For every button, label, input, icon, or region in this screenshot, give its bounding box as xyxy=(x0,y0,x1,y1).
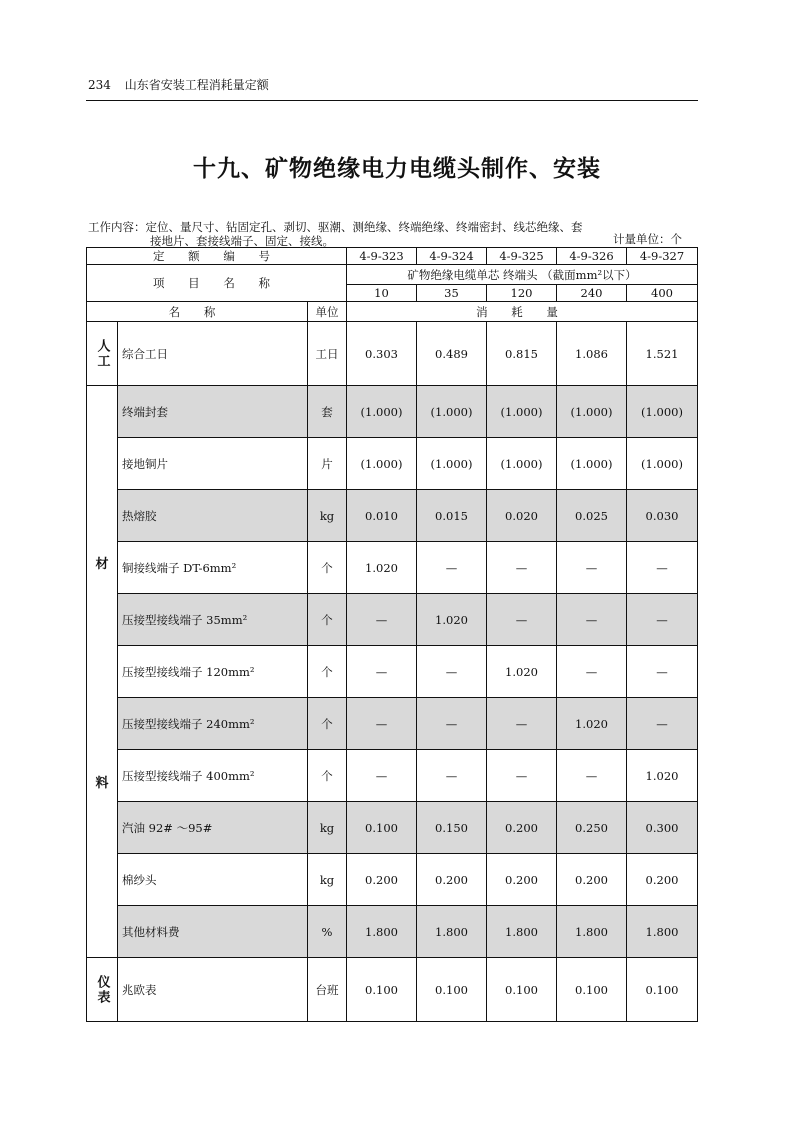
work-content xyxy=(88,220,688,248)
material-value: — xyxy=(417,698,487,750)
labor-name: 综合工日 xyxy=(118,322,308,386)
category-materials-bottom: 料 xyxy=(95,775,109,791)
material-name: 压接型接线端子 400mm² xyxy=(118,750,308,802)
material-name: 压接型接线端子 35mm² xyxy=(118,594,308,646)
table-row xyxy=(87,386,698,438)
material-unit: 个 xyxy=(308,646,347,698)
material-name: 汽油 92# ～95# xyxy=(118,802,308,854)
material-unit: % xyxy=(308,906,347,958)
material-value: 0.200 xyxy=(417,854,487,906)
material-value: 0.250 xyxy=(557,802,627,854)
table-row xyxy=(87,854,698,906)
item-label: 项 目 名 称 xyxy=(87,265,347,302)
material-value: 1.800 xyxy=(557,906,627,958)
section-size: 400 xyxy=(627,285,698,302)
labor-unit: 工日 xyxy=(308,322,347,386)
material-value: — xyxy=(627,698,698,750)
material-unit: 个 xyxy=(308,594,347,646)
material-value: (1.000) xyxy=(417,438,487,490)
quota-code: 4-9-324 xyxy=(417,248,487,265)
material-name: 压接型接线端子 120mm² xyxy=(118,646,308,698)
material-name: 压接型接线端子 240mm² xyxy=(118,698,308,750)
material-value: 0.200 xyxy=(487,802,557,854)
material-unit: 片 xyxy=(308,438,347,490)
table-row xyxy=(87,958,698,1022)
material-value: (1.000) xyxy=(557,438,627,490)
material-value: 0.200 xyxy=(487,854,557,906)
material-value: (1.000) xyxy=(487,386,557,438)
measurement-unit: 计量单位：个 xyxy=(613,232,682,246)
material-value: 0.015 xyxy=(417,490,487,542)
material-value: — xyxy=(487,594,557,646)
material-unit: kg xyxy=(308,802,347,854)
category-materials-top: 材 xyxy=(95,556,109,572)
material-value: 1.020 xyxy=(417,594,487,646)
table-row xyxy=(87,698,698,750)
material-value: — xyxy=(557,750,627,802)
table-row xyxy=(87,265,698,285)
labor-value: 0.489 xyxy=(417,322,487,386)
section-size: 120 xyxy=(487,285,557,302)
material-value: 0.200 xyxy=(627,854,698,906)
work-content-line1: 工作内容：定位、量尺寸、钻固定孔、剥切、驱潮、测绝缘、终端绝缘、终端密封、线芯绝缘、套 xyxy=(88,220,583,234)
material-value: — xyxy=(627,542,698,594)
labor-value: 0.303 xyxy=(347,322,417,386)
material-name: 铜接线端子 DT-6mm² xyxy=(118,542,308,594)
material-value: 1.800 xyxy=(417,906,487,958)
code-label: 定 额 编 号 xyxy=(87,248,347,265)
material-name: 其他材料费 xyxy=(118,906,308,958)
table-row xyxy=(87,646,698,698)
material-value: 0.030 xyxy=(627,490,698,542)
table-row xyxy=(87,490,698,542)
material-value: — xyxy=(417,750,487,802)
labor-value: 1.086 xyxy=(557,322,627,386)
instrument-value: 0.100 xyxy=(347,958,417,1022)
book-title: 山东省安装工程消耗量定额 xyxy=(124,78,269,92)
table-row xyxy=(87,906,698,958)
material-unit: 套 xyxy=(308,386,347,438)
material-value: — xyxy=(557,594,627,646)
material-value: — xyxy=(417,542,487,594)
material-value: 1.020 xyxy=(347,542,417,594)
material-value: 1.800 xyxy=(487,906,557,958)
material-value: 0.100 xyxy=(347,802,417,854)
material-value: (1.000) xyxy=(627,438,698,490)
material-value: — xyxy=(487,542,557,594)
consumption-header: 消 耗 量 xyxy=(347,302,698,322)
material-unit: 个 xyxy=(308,698,347,750)
material-value: 0.200 xyxy=(347,854,417,906)
material-unit: kg xyxy=(308,490,347,542)
material-value: — xyxy=(417,646,487,698)
material-value: — xyxy=(627,646,698,698)
instrument-value: 0.100 xyxy=(417,958,487,1022)
material-value: 0.200 xyxy=(557,854,627,906)
material-name: 棉纱头 xyxy=(118,854,308,906)
material-value: — xyxy=(347,698,417,750)
material-value: (1.000) xyxy=(417,386,487,438)
table-row xyxy=(87,594,698,646)
material-name: 接地铜片 xyxy=(118,438,308,490)
table-row xyxy=(87,542,698,594)
table-row xyxy=(87,438,698,490)
section-size: 240 xyxy=(557,285,627,302)
category-labor: 人工 xyxy=(87,322,118,386)
material-value: (1.000) xyxy=(347,386,417,438)
table-row xyxy=(87,302,698,322)
quota-code: 4-9-326 xyxy=(557,248,627,265)
labor-value: 1.521 xyxy=(627,322,698,386)
material-value: — xyxy=(347,594,417,646)
page-header xyxy=(88,76,269,93)
item-name: 矿物绝缘电缆单芯 终端头 （截面mm²以下） xyxy=(347,265,698,285)
material-value: (1.000) xyxy=(487,438,557,490)
material-value: 1.020 xyxy=(557,698,627,750)
material-value: — xyxy=(347,646,417,698)
instrument-unit: 台班 xyxy=(308,958,347,1022)
material-value: — xyxy=(487,698,557,750)
category-materials xyxy=(87,386,118,958)
material-unit: 个 xyxy=(308,542,347,594)
instrument-name: 兆欧表 xyxy=(118,958,308,1022)
material-value: (1.000) xyxy=(347,438,417,490)
table-row xyxy=(87,802,698,854)
work-content-line2: 接地片、套接线端子、固定、接线。 xyxy=(150,234,334,248)
material-value: 1.020 xyxy=(487,646,557,698)
table-row xyxy=(87,248,698,265)
material-value: (1.000) xyxy=(557,386,627,438)
page-number: 234 xyxy=(88,78,111,92)
unit-header: 单位 xyxy=(308,302,347,322)
table-row xyxy=(87,750,698,802)
quota-code: 4-9-327 xyxy=(627,248,698,265)
material-value: — xyxy=(347,750,417,802)
material-value: — xyxy=(557,542,627,594)
quota-code: 4-9-325 xyxy=(487,248,557,265)
material-name: 终端封套 xyxy=(118,386,308,438)
instrument-value: 0.100 xyxy=(557,958,627,1022)
section-size: 35 xyxy=(417,285,487,302)
section-size: 10 xyxy=(347,285,417,302)
material-value: — xyxy=(487,750,557,802)
instrument-value: 0.100 xyxy=(487,958,557,1022)
section-title: 十九、矿物绝缘电力电缆头制作、安装 xyxy=(193,155,601,182)
header-rule xyxy=(86,100,698,101)
material-name: 热熔胶 xyxy=(118,490,308,542)
material-value: (1.000) xyxy=(627,386,698,438)
table-row xyxy=(87,322,698,386)
instrument-value: 0.100 xyxy=(627,958,698,1022)
category-instrument: 仪表 xyxy=(87,958,118,1022)
material-value: — xyxy=(557,646,627,698)
labor-value: 0.815 xyxy=(487,322,557,386)
material-value: 0.025 xyxy=(557,490,627,542)
quota-table xyxy=(86,247,698,1022)
material-value: 0.010 xyxy=(347,490,417,542)
name-header: 名 称 xyxy=(87,302,308,322)
material-value: 1.800 xyxy=(627,906,698,958)
material-value: 1.800 xyxy=(347,906,417,958)
material-unit: 个 xyxy=(308,750,347,802)
quota-code: 4-9-323 xyxy=(347,248,417,265)
material-value: 0.150 xyxy=(417,802,487,854)
material-unit: kg xyxy=(308,854,347,906)
material-value: 0.300 xyxy=(627,802,698,854)
material-value: 1.020 xyxy=(627,750,698,802)
material-value: 0.020 xyxy=(487,490,557,542)
material-value: — xyxy=(627,594,698,646)
